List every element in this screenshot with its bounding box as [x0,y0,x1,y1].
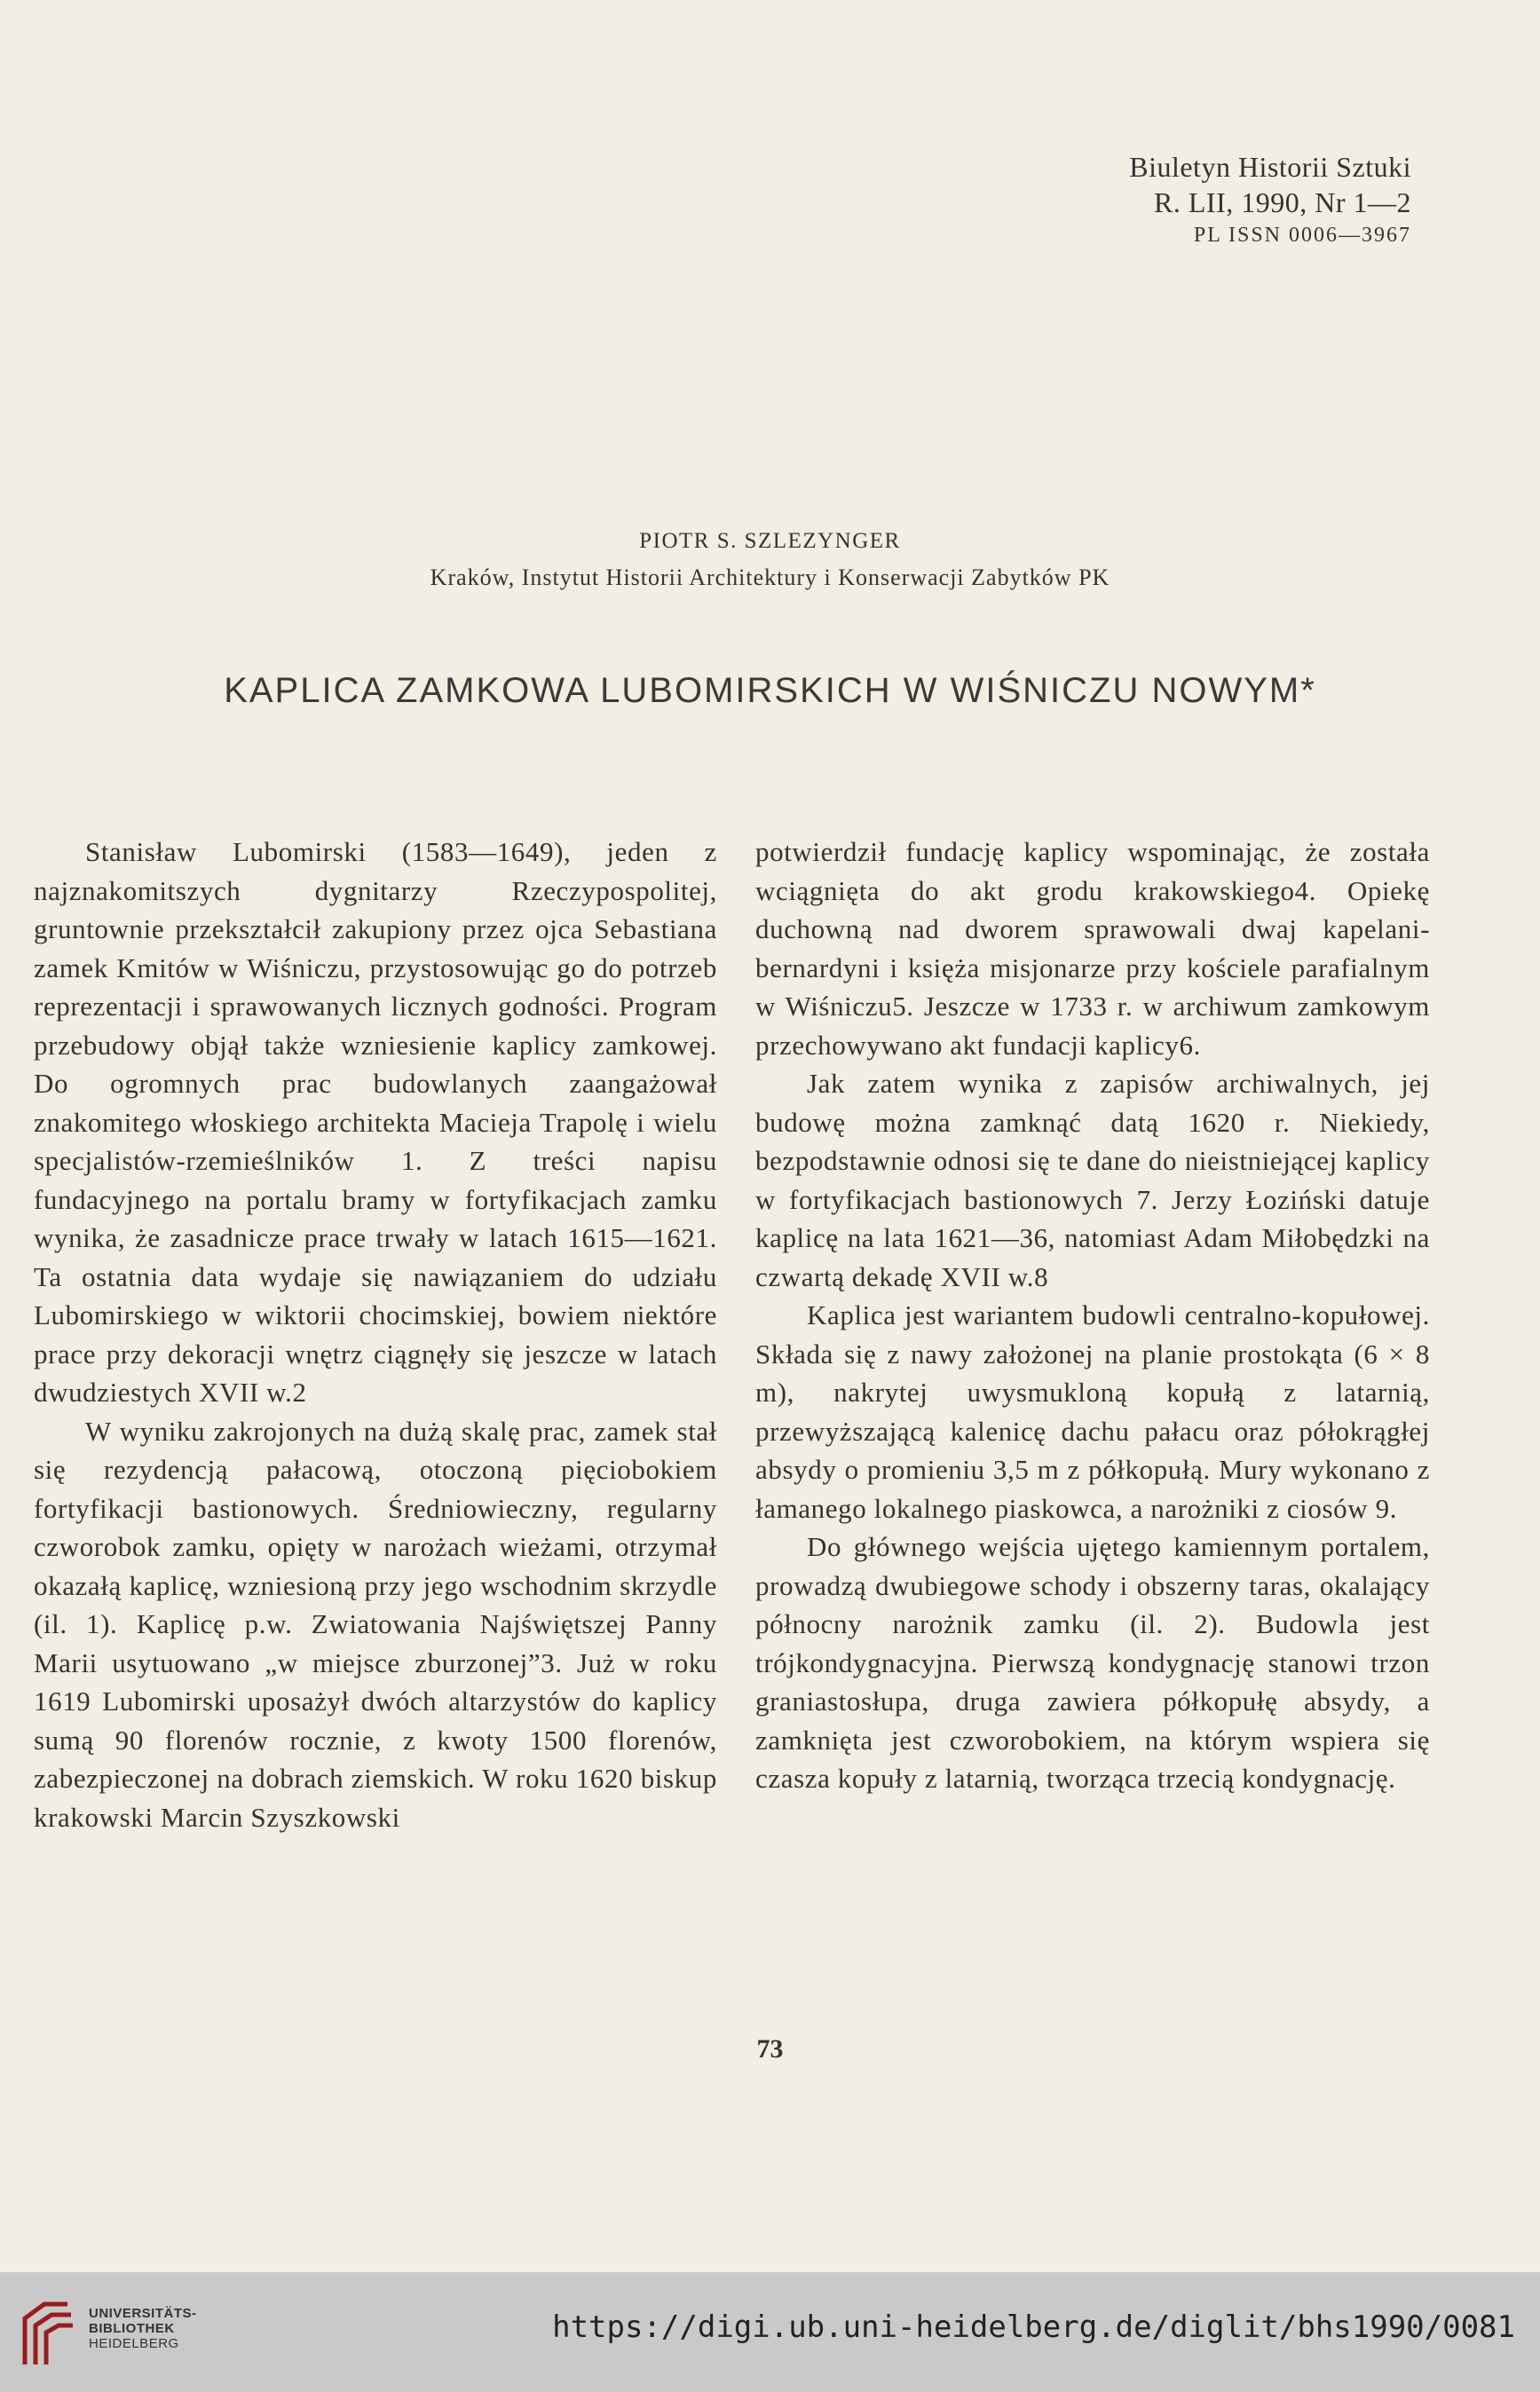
author-affiliation: Kraków, Instytut Historii Architektury i Konserwacji Zabytków PK [430,564,1110,590]
library-name-line: HEIDELBERG [89,2336,179,2351]
journal-issn: PL ISSN 0006—3967 [1193,224,1411,247]
paragraph: W wyniku zakrojonych na dużą skalę prac, zamek stał się rezydencją pałacową, otoczoną pięciobokiem fortyfikacji bastionowych. Średniowieczny, regularny czworobok zamku, opięty w narożach wieżami, otrzymał okazałą kaplicę, wzniesioną przy jego wschodnim skrzydle (il. 1). Kaplicę p.w. Zwiatowania Najświętszej Panny Marii usytuowano „w miejsce zburzonej”3. Już w roku 1619 Lubomirski uposażył dwóch altarzystów do kaplicy sumą 90 florenów rocznie, z kwoty 1500 florenów, zabezpieczonej na dobrach ziemskich. W roku 1620 biskup krakowski Marcin Szyszkowski [34,1415,717,1833]
paragraph: Do głównego wejścia ujętego kamiennym portalem, prowadzą dwubiegowe schody i obszerny taras, okalający północny narożnik zamku (il. 2). Budowla jest trójkondygnacyjna. Pierwszą kondygnację stanowi trzon graniastosłupa, druga zawiera półkopułę absydy, a zamknięta jest czworobokiem, na którym wspiera się czasza kopuły z latarnią, tworząca trzecią kondygnację. [755,1531,1430,1794]
library-name [89,2306,197,2351]
source-url-link[interactable]: https://digi.ub.uni-heidelberg.de/diglit/bhs1990/0081 [552,2309,1515,2345]
paragraph: Kaplica jest wariantem budowli centralno-kopułowej. Składa się z nawy założonej na planie prostokąta (6 × 8 m), nakrytej uwysmukloną kopułą z latarnią, przewyższającą kalenicę dachu pałacu oraz półokrągłej absydy o promieniu 3,5 m z półkopułą. Mury wykonano z łamanego lokalnego piaskowca, a narożniki z ciosów 9. [755,1299,1430,1524]
heidelberg-library-logo-icon [18,2292,80,2372]
library-name-line: BIBLIOTHEK [89,2321,175,2336]
author-name: PIOTR S. SZLEZYNGER [639,529,901,553]
journal-name: Biuletyn Historii Sztuki [1129,151,1411,183]
journal-header [1129,149,1411,249]
page-number: 73 [756,2034,784,2064]
paragraph: potwierdził fundację kaplicy wspominając, że została wciągnięta do akt grodu krakowskiego4. Opiekę duchowną nad dworem sprawowali dwaj kapelani-bernardyni i księża misjonarze przy kościele parafialnym w Wiśniczu5. Jeszcze w 1733 r. w archiwum zamkowym przechowywano akt fundacji kaplicy6. [755,836,1430,1061]
right-text-column [755,833,1430,1798]
article-title: KAPLICA ZAMKOWA LUBOMIRSKICH W WIŚNICZU NOWYM* [224,671,1316,710]
library-footer [0,2272,1540,2392]
paragraph: Stanisław Lubomirski (1583—1649), jeden z najznakomitszych dygnitarzy Rzeczypospolitej, gruntownie przekształcił zakupiony przez ojca Sebastiana zamek Kmitów w Wiśniczu, przystosowując go do potrzeb reprezentacji i sprawowanych licznych godności. Program przebudowy objął także wzniesienie kaplicy zamkowej. Do ogromnych prac budowlanych zaangażował znakomitego włoskiego architekta Macieja Trapolę i wielu specjalistów-rzemieślników 1. Z treści napisu fundacyjnego na portalu bramy w fortyfikacjach zamku wynika, że zasadnicze prace trwały w latach 1615—1621. Ta ostatnia data wydaje się nawiązaniem do udziału Lubomirskiego w wiktorii chocimskiej, bowiem niektóre prace przy dekoracji wnętrz ciągnęły się jeszcze w latach dwudziestych XVII w.2 [34,836,717,1408]
left-text-column [34,833,717,1836]
journal-volume: R. LII, 1990, Nr 1—2 [1154,186,1411,218]
library-name-line: UNIVERSITÄTS- [89,2306,197,2321]
paragraph: Jak zatem wynika z zapisów archiwalnych, jej budowę można zamknąć datą 1620 r. Niekiedy, bezpodstawnie odnosi się te dane do nieistniejącej kaplicy w fortyfikacjach bastionowych 7. Jerzy Łoziński datuje kaplicę na lata 1621—36, natomiast Adam Miłobędzki na czwartą dekadę XVII w.8 [755,1068,1430,1292]
